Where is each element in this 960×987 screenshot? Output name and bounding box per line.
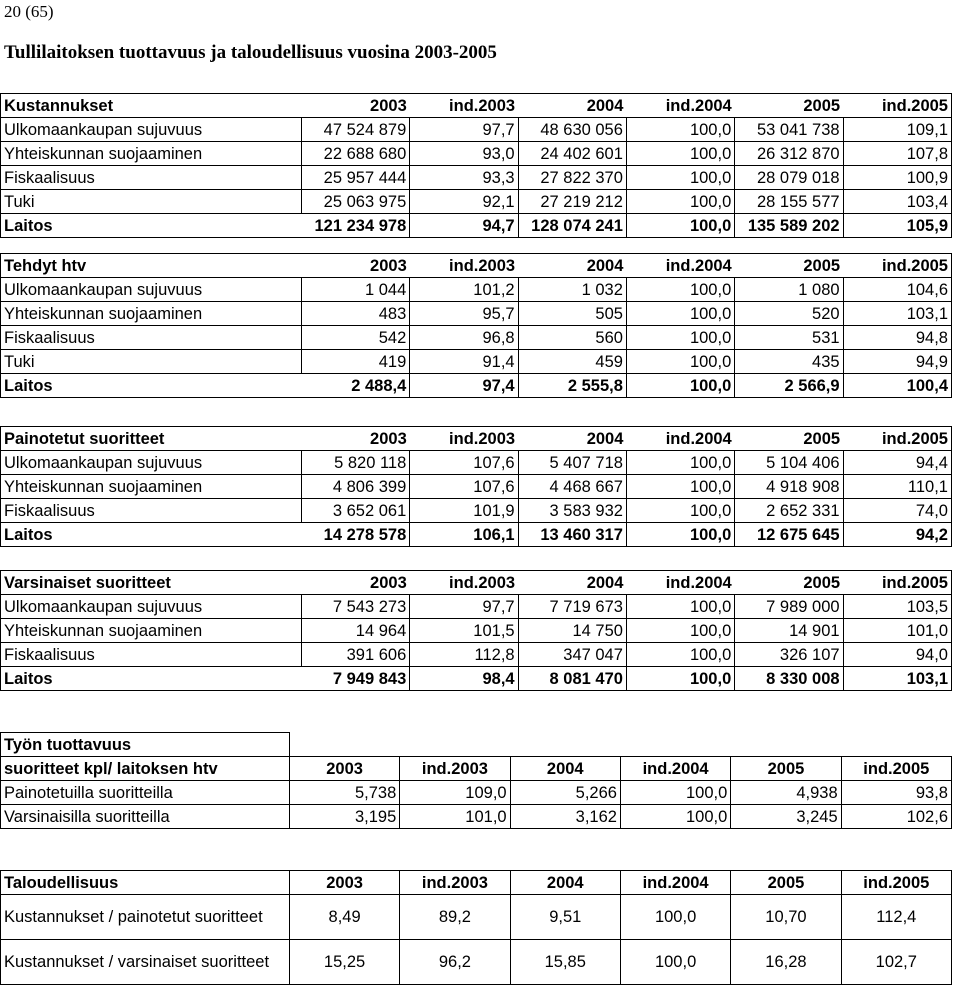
value-cell: 103,1 [843, 302, 951, 326]
value-cell: 100,0 [626, 523, 734, 547]
value-cell: 15,25 [289, 940, 399, 985]
table-row [1, 451, 952, 475]
value-cell: 25 063 975 [301, 190, 409, 214]
column-header: ind.2003 [400, 757, 510, 781]
value-cell: 100,0 [620, 940, 730, 985]
column-header: ind.2003 [410, 254, 518, 278]
total-row [1, 523, 952, 547]
blank-cell [289, 733, 399, 757]
row-label: Yhteiskunnan suojaaminen [1, 475, 302, 499]
value-cell: 103,5 [843, 595, 951, 619]
value-cell: 106,1 [410, 523, 518, 547]
value-cell: 92,1 [410, 190, 518, 214]
varsinaiset-table [0, 570, 952, 691]
value-cell: 94,2 [843, 523, 951, 547]
value-cell: 94,8 [843, 326, 951, 350]
table-row [1, 118, 952, 142]
value-cell: 100,0 [626, 595, 734, 619]
value-cell: 8,49 [289, 895, 399, 940]
row-label: Tuki [1, 190, 302, 214]
table-row [1, 326, 952, 350]
value-cell: 7 949 843 [301, 667, 409, 691]
tuottavuus-table [0, 732, 952, 829]
table-row [1, 781, 952, 805]
value-cell: 128 074 241 [518, 214, 626, 238]
blank-cell [841, 733, 951, 757]
column-header: 2003 [301, 427, 409, 451]
value-cell: 27 822 370 [518, 166, 626, 190]
value-cell: 5 104 406 [735, 451, 843, 475]
value-cell: 28 155 577 [735, 190, 843, 214]
value-cell: 74,0 [843, 499, 951, 523]
value-cell: 419 [301, 350, 409, 374]
column-header: ind.2004 [626, 571, 734, 595]
value-cell: 7 989 000 [735, 595, 843, 619]
value-cell: 3 583 932 [518, 499, 626, 523]
row-label: Kustannukset / varsinaiset suoritteet [1, 940, 290, 985]
row-label: Yhteiskunnan suojaaminen [1, 142, 302, 166]
column-header: ind.2005 [841, 757, 951, 781]
column-header: 2004 [510, 757, 620, 781]
value-cell: 100,0 [626, 374, 734, 398]
value-cell: 96,8 [410, 326, 518, 350]
row-label: Varsinaisilla suoritteilla [1, 805, 290, 829]
tuottavuus-header-label: suoritteet kpl/ laitoksen htv [1, 757, 290, 781]
value-cell: 5,738 [289, 781, 399, 805]
value-cell: 100,0 [626, 166, 734, 190]
value-cell: 100,0 [626, 278, 734, 302]
column-header: 2003 [301, 571, 409, 595]
value-cell: 4 918 908 [735, 475, 843, 499]
column-header: ind.2005 [843, 571, 951, 595]
value-cell: 94,0 [843, 643, 951, 667]
value-cell: 25 957 444 [301, 166, 409, 190]
value-cell: 97,7 [410, 595, 518, 619]
value-cell: 13 460 317 [518, 523, 626, 547]
table-row [1, 595, 952, 619]
value-cell: 100,0 [626, 643, 734, 667]
value-cell: 100,0 [626, 142, 734, 166]
row-label: Fiskaalisuus [1, 166, 302, 190]
value-cell: 101,5 [410, 619, 518, 643]
value-cell: 16,28 [731, 940, 841, 985]
tuottavuus-caption: Työn tuottavuus [1, 733, 290, 757]
header-row [1, 94, 952, 118]
value-cell: 8 330 008 [735, 667, 843, 691]
header-row [1, 254, 952, 278]
value-cell: 89,2 [400, 895, 510, 940]
table-row [1, 475, 952, 499]
value-cell: 100,0 [626, 619, 734, 643]
value-cell: 101,2 [410, 278, 518, 302]
column-header: 2004 [518, 427, 626, 451]
value-cell: 542 [301, 326, 409, 350]
column-header: ind.2004 [620, 871, 730, 895]
value-cell: 1 044 [301, 278, 409, 302]
column-header: ind.2003 [410, 427, 518, 451]
value-cell: 7 543 273 [301, 595, 409, 619]
column-header: 2005 [731, 871, 841, 895]
value-cell: 101,0 [400, 805, 510, 829]
value-cell: 4 806 399 [301, 475, 409, 499]
value-cell: 104,6 [843, 278, 951, 302]
row-label: Yhteiskunnan suojaaminen [1, 302, 302, 326]
column-header: 2004 [518, 254, 626, 278]
row-label: Painotetuilla suoritteilla [1, 781, 290, 805]
column-header: ind.2003 [400, 871, 510, 895]
row-label: Ulkomaankaupan sujuvuus [1, 595, 302, 619]
column-header: 2004 [518, 571, 626, 595]
row-label: Laitos [1, 374, 302, 398]
table-row [1, 166, 952, 190]
value-cell: 4,938 [731, 781, 841, 805]
table-row [1, 805, 952, 829]
value-cell: 94,9 [843, 350, 951, 374]
value-cell: 14 750 [518, 619, 626, 643]
value-cell: 520 [735, 302, 843, 326]
value-cell: 24 402 601 [518, 142, 626, 166]
blank-cell [620, 733, 730, 757]
value-cell: 97,4 [410, 374, 518, 398]
table-row [1, 190, 952, 214]
painotetut-header-label: Painotetut suoritteet [1, 427, 302, 451]
value-cell: 1 032 [518, 278, 626, 302]
value-cell: 3,195 [289, 805, 399, 829]
column-header: 2004 [518, 94, 626, 118]
value-cell: 100,0 [626, 475, 734, 499]
value-cell: 47 524 879 [301, 118, 409, 142]
value-cell: 5 407 718 [518, 451, 626, 475]
value-cell: 110,1 [843, 475, 951, 499]
value-cell: 103,4 [843, 190, 951, 214]
value-cell: 3,162 [510, 805, 620, 829]
value-cell: 107,8 [843, 142, 951, 166]
value-cell: 2 555,8 [518, 374, 626, 398]
column-header: 2003 [301, 254, 409, 278]
table-row [1, 350, 952, 374]
value-cell: 3,245 [731, 805, 841, 829]
value-cell: 9,51 [510, 895, 620, 940]
header-row [1, 427, 952, 451]
value-cell: 14 901 [735, 619, 843, 643]
row-label: Yhteiskunnan suojaaminen [1, 619, 302, 643]
column-header: ind.2005 [843, 94, 951, 118]
blank-cell [731, 733, 841, 757]
taloudellisuus-table [0, 870, 952, 985]
row-label: Fiskaalisuus [1, 326, 302, 350]
table-row [1, 499, 952, 523]
value-cell: 12 675 645 [735, 523, 843, 547]
total-row [1, 374, 952, 398]
column-header: ind.2003 [410, 571, 518, 595]
value-cell: 2 566,9 [735, 374, 843, 398]
value-cell: 105,9 [843, 214, 951, 238]
htv-header-label: Tehdyt htv [1, 254, 302, 278]
table-row [1, 643, 952, 667]
page-number: 20 (65) [4, 2, 54, 21]
value-cell: 100,0 [626, 499, 734, 523]
column-header: 2005 [731, 757, 841, 781]
value-cell: 121 234 978 [301, 214, 409, 238]
column-header: 2004 [510, 871, 620, 895]
value-cell: 109,1 [843, 118, 951, 142]
value-cell: 5 820 118 [301, 451, 409, 475]
value-cell: 100,4 [843, 374, 951, 398]
value-cell: 107,6 [410, 475, 518, 499]
kustannukset-table [0, 93, 952, 238]
value-cell: 95,7 [410, 302, 518, 326]
value-cell: 93,0 [410, 142, 518, 166]
value-cell: 109,0 [400, 781, 510, 805]
value-cell: 531 [735, 326, 843, 350]
value-cell: 94,4 [843, 451, 951, 475]
column-header: 2003 [301, 94, 409, 118]
column-header: ind.2004 [620, 757, 730, 781]
value-cell: 112,4 [841, 895, 951, 940]
value-cell: 326 107 [735, 643, 843, 667]
value-cell: 100,9 [843, 166, 951, 190]
value-cell: 100,0 [626, 667, 734, 691]
table-row [1, 278, 952, 302]
value-cell: 100,0 [626, 326, 734, 350]
row-label: Laitos [1, 214, 302, 238]
value-cell: 112,8 [410, 643, 518, 667]
value-cell: 96,2 [400, 940, 510, 985]
value-cell: 391 606 [301, 643, 409, 667]
value-cell: 101,0 [843, 619, 951, 643]
table-row [1, 142, 952, 166]
row-label: Laitos [1, 667, 302, 691]
painotetut-table [0, 426, 952, 547]
value-cell: 14 964 [301, 619, 409, 643]
value-cell: 100,0 [620, 781, 730, 805]
value-cell: 22 688 680 [301, 142, 409, 166]
taloudellisuus-header-label: Taloudellisuus [1, 871, 290, 895]
column-header: ind.2003 [410, 94, 518, 118]
value-cell: 459 [518, 350, 626, 374]
value-cell: 100,0 [626, 214, 734, 238]
value-cell: 98,4 [410, 667, 518, 691]
value-cell: 2 652 331 [735, 499, 843, 523]
row-label: Laitos [1, 523, 302, 547]
value-cell: 505 [518, 302, 626, 326]
table-row [1, 302, 952, 326]
table-row [1, 619, 952, 643]
value-cell: 15,85 [510, 940, 620, 985]
column-header: ind.2004 [626, 254, 734, 278]
value-cell: 28 079 018 [735, 166, 843, 190]
value-cell: 2 488,4 [301, 374, 409, 398]
value-cell: 94,7 [410, 214, 518, 238]
value-cell: 14 278 578 [301, 523, 409, 547]
column-header: 2005 [735, 427, 843, 451]
value-cell: 100,0 [626, 118, 734, 142]
value-cell: 135 589 202 [735, 214, 843, 238]
value-cell: 10,70 [731, 895, 841, 940]
row-label: Ulkomaankaupan sujuvuus [1, 278, 302, 302]
value-cell: 100,0 [620, 895, 730, 940]
column-header: 2005 [735, 94, 843, 118]
column-header: 2005 [735, 254, 843, 278]
table-row [1, 940, 952, 985]
value-cell: 347 047 [518, 643, 626, 667]
value-cell: 100,0 [626, 302, 734, 326]
row-label: Ulkomaankaupan sujuvuus [1, 118, 302, 142]
total-row [1, 667, 952, 691]
blank-cell [400, 733, 510, 757]
value-cell: 27 219 212 [518, 190, 626, 214]
value-cell: 5,266 [510, 781, 620, 805]
value-cell: 560 [518, 326, 626, 350]
row-label: Fiskaalisuus [1, 499, 302, 523]
value-cell: 93,8 [841, 781, 951, 805]
column-header: 2003 [289, 871, 399, 895]
row-label: Ulkomaankaupan sujuvuus [1, 451, 302, 475]
column-header: 2005 [735, 571, 843, 595]
value-cell: 435 [735, 350, 843, 374]
value-cell: 48 630 056 [518, 118, 626, 142]
value-cell: 101,9 [410, 499, 518, 523]
row-label: Tuki [1, 350, 302, 374]
value-cell: 102,7 [841, 940, 951, 985]
value-cell: 100,0 [620, 805, 730, 829]
value-cell: 100,0 [626, 451, 734, 475]
column-header: ind.2004 [626, 94, 734, 118]
row-label: Kustannukset / painotetut suoritteet [1, 895, 290, 940]
row-label: Fiskaalisuus [1, 643, 302, 667]
htv-table [0, 253, 952, 398]
value-cell: 107,6 [410, 451, 518, 475]
header-row [1, 871, 952, 895]
value-cell: 100,0 [626, 190, 734, 214]
value-cell: 8 081 470 [518, 667, 626, 691]
value-cell: 97,7 [410, 118, 518, 142]
value-cell: 7 719 673 [518, 595, 626, 619]
value-cell: 26 312 870 [735, 142, 843, 166]
column-header: ind.2005 [843, 254, 951, 278]
header-row [1, 757, 952, 781]
total-row [1, 214, 952, 238]
column-header: ind.2005 [841, 871, 951, 895]
value-cell: 102,6 [841, 805, 951, 829]
value-cell: 483 [301, 302, 409, 326]
value-cell: 1 080 [735, 278, 843, 302]
document-title: Tullilaitoksen tuottavuus ja taloudellisuus vuosina 2003-2005 [4, 42, 497, 63]
value-cell: 53 041 738 [735, 118, 843, 142]
blank-cell [510, 733, 620, 757]
table-row [1, 895, 952, 940]
value-cell: 3 652 061 [301, 499, 409, 523]
caption-row [1, 733, 952, 757]
column-header: ind.2005 [843, 427, 951, 451]
kustannukset-header-label: Kustannukset [1, 94, 302, 118]
value-cell: 103,1 [843, 667, 951, 691]
varsinaiset-header-label: Varsinaiset suoritteet [1, 571, 302, 595]
column-header: ind.2004 [626, 427, 734, 451]
column-header: 2003 [289, 757, 399, 781]
value-cell: 91,4 [410, 350, 518, 374]
value-cell: 4 468 667 [518, 475, 626, 499]
header-row [1, 571, 952, 595]
value-cell: 93,3 [410, 166, 518, 190]
value-cell: 100,0 [626, 350, 734, 374]
